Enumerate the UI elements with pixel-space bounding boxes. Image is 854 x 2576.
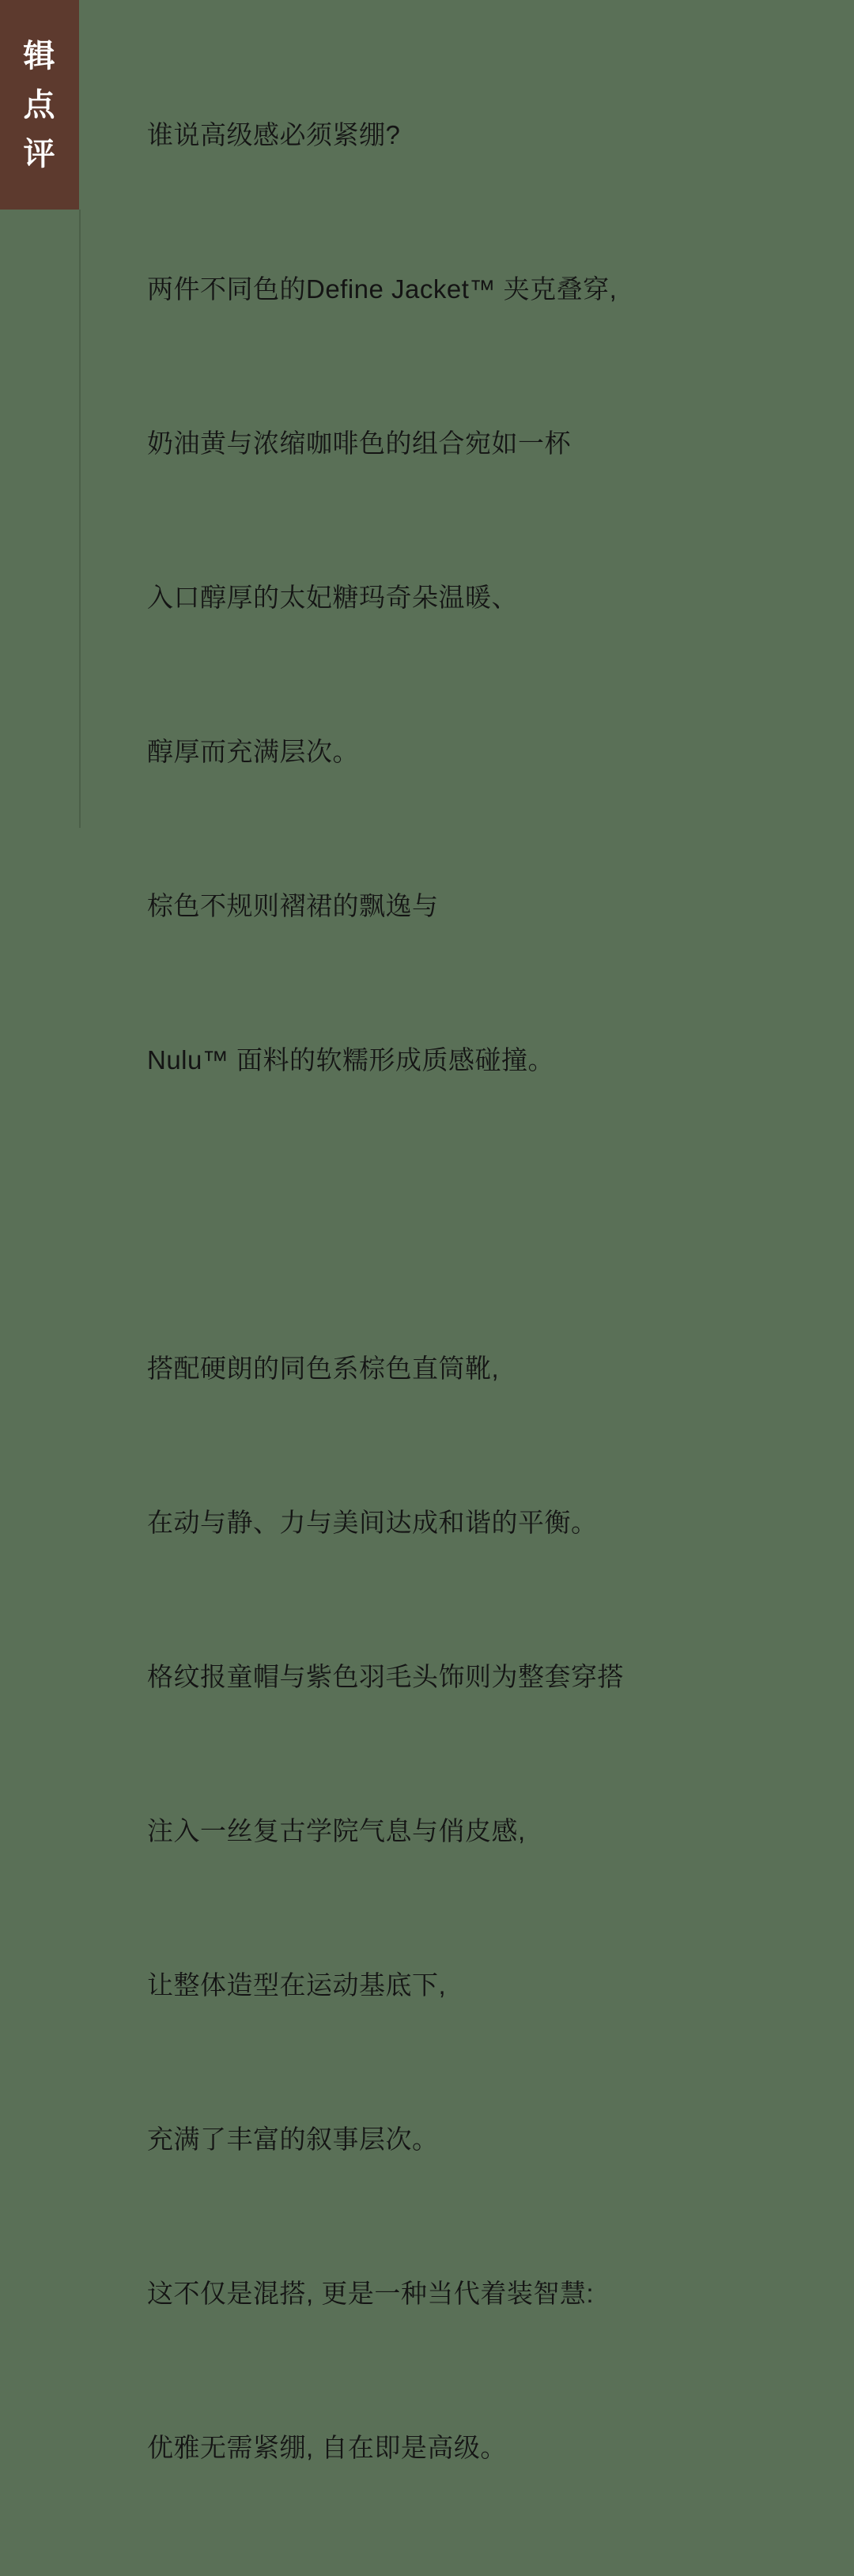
paragraph-spacer	[147, 1188, 827, 1240]
body-line: 在动与静、力与美间达成和谐的平衡。	[147, 1508, 598, 1537]
body-line: 让整体造型在运动基底下,	[147, 1970, 447, 2000]
badge-char-3: 评	[23, 136, 56, 172]
body-line: 棕色不规则褶裙的飘逸与	[147, 891, 439, 920]
body-line: 奶油黄与浓缩咖啡色的组合宛如一杯	[147, 429, 571, 458]
body-line: Nulu™ 面料的软糯形成质感碰撞。	[147, 1045, 555, 1075]
body-line: 两件不同色的Define Jacket™ 夹克叠穿,	[147, 274, 618, 304]
body-line: 注入一丝复古学院气息与俏皮感,	[147, 1816, 526, 1845]
body-line: 格纹报童帽与紫色羽毛头饰则为整套穿搭	[147, 1662, 624, 1691]
badge-char-2: 点	[23, 87, 56, 123]
editorial-body-text	[147, 0, 827, 2576]
body-line: 入口醇厚的太妃糖玛奇朵温暖、	[147, 583, 518, 612]
vertical-divider	[79, 210, 81, 828]
body-line: 这不仅是混搭, 更是一种当代着装智慧:	[147, 2279, 595, 2308]
body-line: 充满了丰富的叙事层次。	[147, 2125, 439, 2154]
body-line: 谁说高级感必须紧绷?	[147, 120, 401, 149]
body-line: 醇厚而充满层次。	[147, 737, 359, 766]
body-line: 优雅无需紧绷, 自在即是高级。	[147, 2433, 507, 2462]
body-line: 搭配硬朗的同色系棕色直筒靴,	[147, 1354, 500, 1383]
editor-comment-badge	[0, 0, 79, 210]
badge-char-1: 辑	[23, 38, 56, 74]
